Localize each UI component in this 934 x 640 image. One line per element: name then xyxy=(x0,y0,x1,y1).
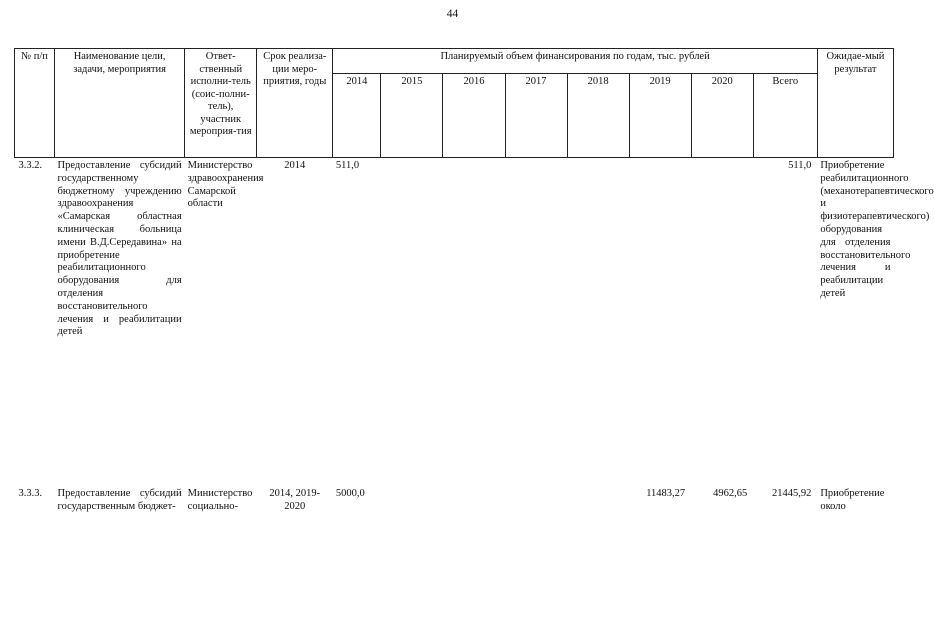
row-name: Предоставление субсидий государственным бюджет- xyxy=(57,488,182,512)
header-year: 2015 xyxy=(381,74,443,158)
header-year: 2017 xyxy=(505,74,567,158)
row-value-2016 xyxy=(443,486,505,516)
header-name: Наименование цели, задачи, мероприятия xyxy=(55,49,185,158)
row-term: 2014 xyxy=(284,160,306,171)
row-value-2015 xyxy=(381,486,443,516)
row-num: 3.3.3. xyxy=(18,488,43,499)
header-num: № п/п xyxy=(15,49,55,158)
header-result: Ожидае-мый результат xyxy=(817,49,893,158)
row-value-total: 511,0 xyxy=(788,160,812,171)
row-name: Предоставление субсидий государственному бюджетному учреждению здравоохранения «Самарская областная клиническая больница имени В.Д.Середавина» на приобретение реабилитационного оборудования для отделения восстановительного лечения и реабилитации детей xyxy=(57,160,182,338)
row-responsible: Министерство здравоохранения Самарской области xyxy=(187,160,264,210)
row-value-2014: 5000,0 xyxy=(335,488,365,499)
financing-table xyxy=(14,48,934,516)
row-term: 2014, 2019-2020 xyxy=(269,488,321,512)
header-year: 2018 xyxy=(567,74,629,158)
header-year: 2020 xyxy=(691,74,753,158)
row-value-total: 21445,92 xyxy=(771,488,812,499)
row-value-2014: 511,0 xyxy=(335,160,360,171)
header-year: 2019 xyxy=(629,74,691,158)
table-row xyxy=(15,158,894,486)
header-year: 2014 xyxy=(333,74,381,158)
header-financing: Планируемый объем финансирования по годам, тыс. рублей xyxy=(333,49,818,74)
row-value-2017 xyxy=(505,486,567,516)
header-total: Всего xyxy=(753,74,817,158)
row-value-2016 xyxy=(443,158,505,486)
table-row xyxy=(15,486,894,516)
page-number: 44 xyxy=(446,8,459,20)
row-value-2020: 4962,65 xyxy=(713,488,748,499)
header-year: 2016 xyxy=(443,74,505,158)
row-value-2015 xyxy=(381,158,443,486)
row-value-2019 xyxy=(629,158,691,486)
row-value-2019: 11483,27 xyxy=(646,488,686,499)
row-value-2018 xyxy=(567,486,629,516)
row-value-2018 xyxy=(567,158,629,486)
row-responsible: Министерство социально- xyxy=(187,488,253,512)
row-value-2017 xyxy=(505,158,567,486)
row-num: 3.3.2. xyxy=(18,160,43,171)
row-value-2020 xyxy=(691,158,753,486)
header-term: Срок реализа-ции меро-приятия, годы xyxy=(257,49,333,158)
row-result: Приобретение около xyxy=(820,488,885,512)
row-result: Приобретение реабилитационного (механотерапевтического и физиотерапевтического) оборудования для отделения восстановительного лечения и реабилитации детей xyxy=(820,160,934,299)
header-responsible: Ответ-ственный исполни-тель (соис-полни-тель), участник мероприя-тия xyxy=(185,49,257,158)
